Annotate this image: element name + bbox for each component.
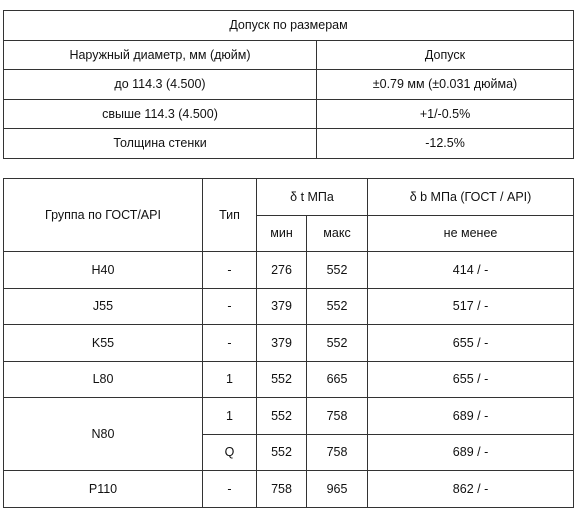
diameter-header: Наружный диаметр, мм (дюйм) xyxy=(4,40,317,70)
table-row xyxy=(4,129,574,159)
min-header: мин xyxy=(257,215,307,252)
delta-b-cell: 517 / - xyxy=(368,288,574,325)
diameter-cell: Толщина стенки xyxy=(4,129,317,159)
min-cell: 552 xyxy=(257,361,307,398)
delta-b-cell: 689 / - xyxy=(368,398,574,435)
max-cell: 965 xyxy=(307,471,368,508)
min-cell: 276 xyxy=(257,252,307,289)
delta-b-cell: 414 / - xyxy=(368,252,574,289)
type-cell: - xyxy=(203,471,257,508)
tolerance-cell: -12.5% xyxy=(317,129,574,159)
delta-t-header: δ t МПа xyxy=(257,179,368,216)
type-cell: 1 xyxy=(203,398,257,435)
table-row xyxy=(4,252,574,289)
tolerance-title: Допуск по размерам xyxy=(4,11,574,41)
type-cell: 1 xyxy=(203,361,257,398)
table-row xyxy=(4,361,574,398)
delta-b-cell: 689 / - xyxy=(368,434,574,471)
type-header: Тип xyxy=(203,179,257,252)
group-cell: J55 xyxy=(4,288,203,325)
tolerance-header: Допуск xyxy=(317,40,574,70)
tolerance-cell: +1/-0.5% xyxy=(317,99,574,129)
delta-b-header: δ b МПа (ГОСТ / API) xyxy=(368,179,574,216)
min-cell: 379 xyxy=(257,325,307,362)
tolerance-header-row xyxy=(4,40,574,70)
max-cell: 552 xyxy=(307,252,368,289)
table-row xyxy=(4,398,574,435)
type-cell: - xyxy=(203,288,257,325)
group-cell: H40 xyxy=(4,252,203,289)
tolerance-table xyxy=(3,10,574,159)
table-row xyxy=(4,70,574,100)
group-cell: L80 xyxy=(4,361,203,398)
max-cell: 552 xyxy=(307,325,368,362)
tolerance-title-row xyxy=(4,11,574,41)
tolerance-cell: ±0.79 мм (±0.031 дюйма) xyxy=(317,70,574,100)
table-row xyxy=(4,99,574,129)
min-cell: 379 xyxy=(257,288,307,325)
delta-b-cell: 862 / - xyxy=(368,471,574,508)
max-cell: 758 xyxy=(307,434,368,471)
not-less-header: не менее xyxy=(368,215,574,252)
table-row xyxy=(4,471,574,508)
max-header: макс xyxy=(307,215,368,252)
type-cell: - xyxy=(203,252,257,289)
type-cell: Q xyxy=(203,434,257,471)
group-cell: K55 xyxy=(4,325,203,362)
delta-b-cell: 655 / - xyxy=(368,361,574,398)
min-cell: 552 xyxy=(257,434,307,471)
diameter-cell: до 114.3 (4.500) xyxy=(4,70,317,100)
group-cell: N80 xyxy=(4,398,203,471)
max-cell: 758 xyxy=(307,398,368,435)
grade-table xyxy=(3,178,574,508)
group-header: Группа по ГОСТ/API xyxy=(4,179,203,252)
type-cell: - xyxy=(203,325,257,362)
max-cell: 665 xyxy=(307,361,368,398)
grade-header-row xyxy=(4,179,574,216)
diameter-cell: свыше 114.3 (4.500) xyxy=(4,99,317,129)
delta-b-cell: 655 / - xyxy=(368,325,574,362)
table-row xyxy=(4,325,574,362)
max-cell: 552 xyxy=(307,288,368,325)
min-cell: 758 xyxy=(257,471,307,508)
group-cell: P110 xyxy=(4,471,203,508)
min-cell: 552 xyxy=(257,398,307,435)
table-row xyxy=(4,288,574,325)
